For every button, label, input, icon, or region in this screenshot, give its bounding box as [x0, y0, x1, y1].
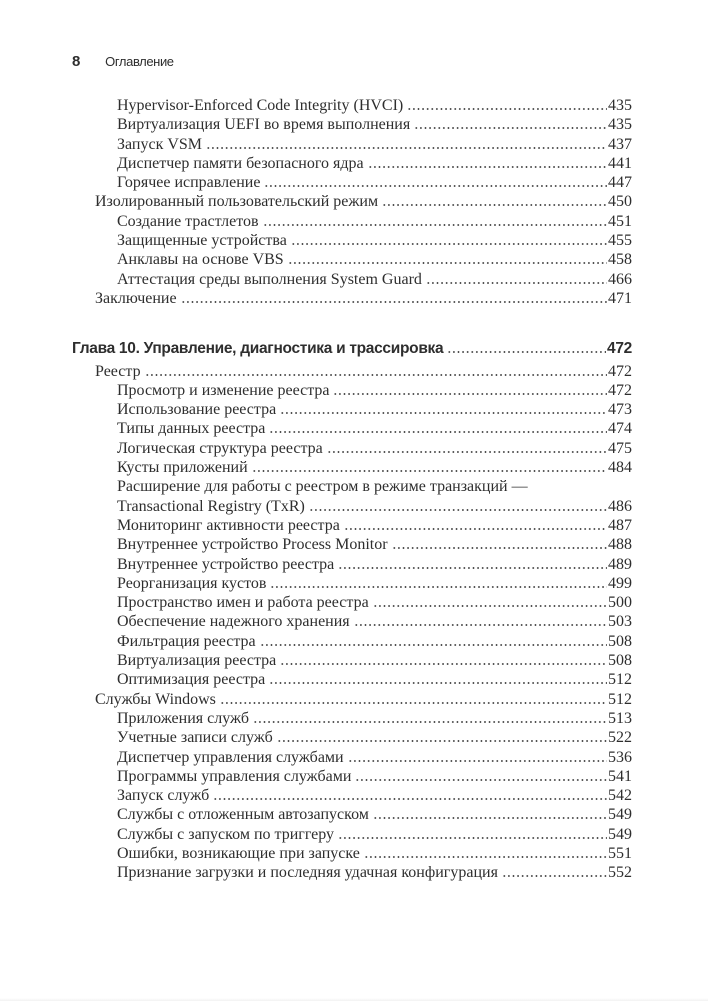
dot-leader [327, 451, 607, 453]
dot-leader [280, 412, 607, 414]
toc-entry-label: Горячее исправление [117, 174, 261, 192]
toc-entry-label: Диспетчер управления службами [117, 748, 344, 766]
dot-leader [269, 431, 607, 433]
page-number: 551 [608, 844, 632, 862]
toc-entry-label: Заключение [95, 289, 177, 307]
page-number: 484 [608, 459, 632, 477]
toc-entry-label: Защищенные устройства [117, 232, 287, 250]
toc-entry-label: Создание трастлетов [117, 212, 259, 230]
toc-entry [72, 96, 632, 115]
page-number: 503 [608, 613, 632, 631]
toc-entry [72, 115, 632, 134]
dot-leader [368, 166, 607, 168]
toc-entry-label: Кусты приложений [117, 459, 248, 477]
toc-entry [72, 632, 632, 651]
toc-chapter-heading [72, 339, 632, 358]
toc-entry [72, 289, 632, 308]
toc-entry [72, 786, 632, 805]
page-number: 536 [608, 748, 632, 766]
toc-entry-label: Внутреннее устройство Process Monitor [117, 536, 388, 554]
running-head-page-number: 8 [72, 53, 81, 70]
page-number: 451 [608, 212, 632, 230]
toc-entry-label: Виртуализация реестра [117, 652, 277, 670]
page-number: 475 [608, 439, 632, 457]
dot-leader [264, 185, 607, 187]
dot-leader [252, 470, 607, 472]
toc-entry-label: Логическая структура реестра [117, 439, 323, 457]
page-number: 473 [608, 401, 632, 419]
toc-entry [72, 516, 632, 535]
page-number: 458 [608, 251, 632, 269]
toc-entry [72, 154, 632, 173]
dot-leader [382, 204, 607, 206]
dot-leader [181, 301, 607, 303]
dot-leader [354, 624, 607, 626]
toc-entry [72, 748, 632, 767]
page-number: 508 [608, 652, 632, 670]
toc-entry-label: Расширение для работы с реестром в режиме транзакций — [117, 478, 528, 496]
toc-entry-label: Запуск VSM [117, 135, 203, 153]
toc-entry [72, 477, 632, 496]
toc-entry-label: Службы Windows [95, 690, 216, 708]
page-number: 437 [608, 135, 632, 153]
dot-leader [502, 875, 607, 877]
toc-entry [72, 863, 632, 882]
page-number: 435 [608, 97, 632, 114]
page-number: 471 [608, 289, 632, 307]
dot-leader [263, 224, 607, 226]
toc-entry-label: Hypervisor-Enforced Code Integrity (HVCI) [117, 97, 404, 114]
dot-leader [220, 702, 607, 704]
toc-entry [72, 767, 632, 786]
toc-entry [72, 593, 632, 612]
page-number: 466 [608, 270, 632, 288]
dot-leader [414, 127, 607, 129]
dot-leader [407, 108, 607, 110]
toc-entry [72, 651, 632, 670]
dot-leader [392, 547, 607, 549]
page-number: 512 [608, 671, 632, 689]
dot-leader [277, 740, 607, 742]
page-number: 500 [608, 594, 632, 612]
dot-leader [288, 262, 607, 264]
page-number: 541 [608, 767, 632, 785]
dot-leader [333, 393, 607, 395]
toc-entry [72, 458, 632, 477]
toc-entry [72, 173, 632, 192]
toc-entry-label: Пространство имен и работа реестра [117, 594, 369, 612]
page-number: 472 [607, 340, 632, 358]
toc-entry-label: Диспетчер памяти безопасного ядра [117, 154, 364, 172]
running-head-title: Оглавление [105, 54, 174, 69]
page-number: 513 [608, 709, 632, 727]
dot-leader [213, 798, 607, 800]
running-head [72, 53, 174, 70]
dot-leader [373, 605, 607, 607]
toc-entry [72, 690, 632, 709]
toc-entry-label: Обеспечение надежного хранения [117, 613, 350, 631]
toc-entry-label: Службы с запуском по триггеру [117, 825, 335, 843]
toc-entry [72, 381, 632, 400]
page-number: 435 [608, 116, 632, 134]
page-number: 512 [608, 690, 632, 708]
toc-entry [72, 709, 632, 728]
page-number: 552 [608, 864, 632, 882]
toc-entry-label: Просмотр и изменение реестра [117, 381, 330, 399]
page-number: 472 [608, 381, 632, 399]
page-number: 441 [608, 154, 632, 172]
toc-entry-label: Изолированный пользовательский режим [95, 193, 379, 211]
dot-leader [309, 509, 607, 511]
toc-entry-label: Ошибки, возникающие при запуске [117, 844, 360, 862]
toc-entry-label: Реорганизация кустов [117, 574, 267, 592]
toc-entry [72, 844, 632, 863]
page-number: 488 [608, 536, 632, 554]
toc-entry-label: Оптимизация реестра [117, 671, 266, 689]
toc-entry [72, 419, 632, 438]
toc-entry-label: Фильтрация реестра [117, 632, 256, 650]
toc-entry-label: Использование реестра [117, 401, 277, 419]
toc-entry [72, 728, 632, 747]
toc-entry-label: Типы данных реестра [117, 420, 266, 438]
toc-entry [72, 135, 632, 154]
dot-leader [355, 779, 607, 781]
toc-entry [72, 555, 632, 574]
page-number: 487 [608, 516, 632, 534]
dot-leader [291, 243, 607, 245]
page-number: 499 [608, 574, 632, 592]
dot-leader [270, 586, 607, 588]
dot-leader [206, 147, 607, 149]
dot-leader [348, 760, 607, 762]
dot-leader [269, 682, 607, 684]
toc-entry-label: Глава 10. Управление, диагностика и трассировка [72, 340, 444, 358]
toc-entry-label: Внутреннее устройство реестра [117, 555, 335, 573]
dot-leader [260, 644, 607, 646]
toc-entry-label: Приложения служб [117, 709, 249, 727]
dot-leader [344, 528, 607, 530]
toc-entry-label: Запуск служб [117, 787, 210, 805]
toc-entry [72, 231, 632, 250]
toc-entry [72, 362, 632, 381]
dot-leader [373, 817, 607, 819]
page-number: 450 [608, 193, 632, 211]
dot-leader [338, 567, 607, 569]
page-number: 489 [608, 555, 632, 573]
toc-entry [72, 670, 632, 689]
toc-entry [72, 574, 632, 593]
dot-leader [426, 282, 607, 284]
toc-entry [72, 400, 632, 419]
toc-entry [72, 270, 632, 289]
toc-entry [72, 439, 632, 458]
toc-entry-label: Виртуализация UEFI во время выполнения [117, 116, 411, 134]
toc-entry-label: Признание загрузки и последняя удачная конфигурация [117, 864, 498, 882]
toc-entry-label: Мониторинг активности реестра [117, 516, 340, 534]
toc-entry-label: Службы с отложенным автозапуском [117, 806, 369, 824]
toc-entry-label: Реестр [95, 362, 141, 380]
toc-entry-label: Анклавы на основе VBS [117, 251, 284, 269]
page-number: 486 [608, 497, 632, 515]
toc-entry [72, 535, 632, 554]
toc-entry [72, 192, 632, 211]
page-number: 508 [608, 632, 632, 650]
toc-entry [72, 805, 632, 824]
dot-leader [364, 856, 607, 858]
toc-entry [72, 212, 632, 231]
page-number: 549 [608, 825, 632, 843]
toc-entry-label: Аттестация среды выполнения System Guard [117, 270, 422, 288]
toc-entry-label: Программы управления службами [117, 767, 352, 785]
dot-leader [447, 351, 606, 353]
page-number: 455 [608, 232, 632, 250]
dot-leader [145, 374, 607, 376]
dot-leader [338, 837, 607, 839]
toc-entry [72, 825, 632, 844]
toc-entry-label: Transactional Registry (TxR) [117, 497, 305, 515]
table-of-contents [72, 96, 632, 883]
dot-leader [253, 721, 607, 723]
toc-entry [72, 612, 632, 631]
page-number: 472 [608, 362, 632, 380]
page-number: 447 [608, 174, 632, 192]
page-number: 522 [608, 729, 632, 747]
toc-entry [72, 250, 632, 269]
toc-entry [72, 497, 632, 516]
dot-leader [280, 663, 607, 665]
page-number: 542 [608, 787, 632, 805]
page-number: 474 [608, 420, 632, 438]
page-number: 549 [608, 806, 632, 824]
toc-entry-label: Учетные записи служб [117, 729, 273, 747]
